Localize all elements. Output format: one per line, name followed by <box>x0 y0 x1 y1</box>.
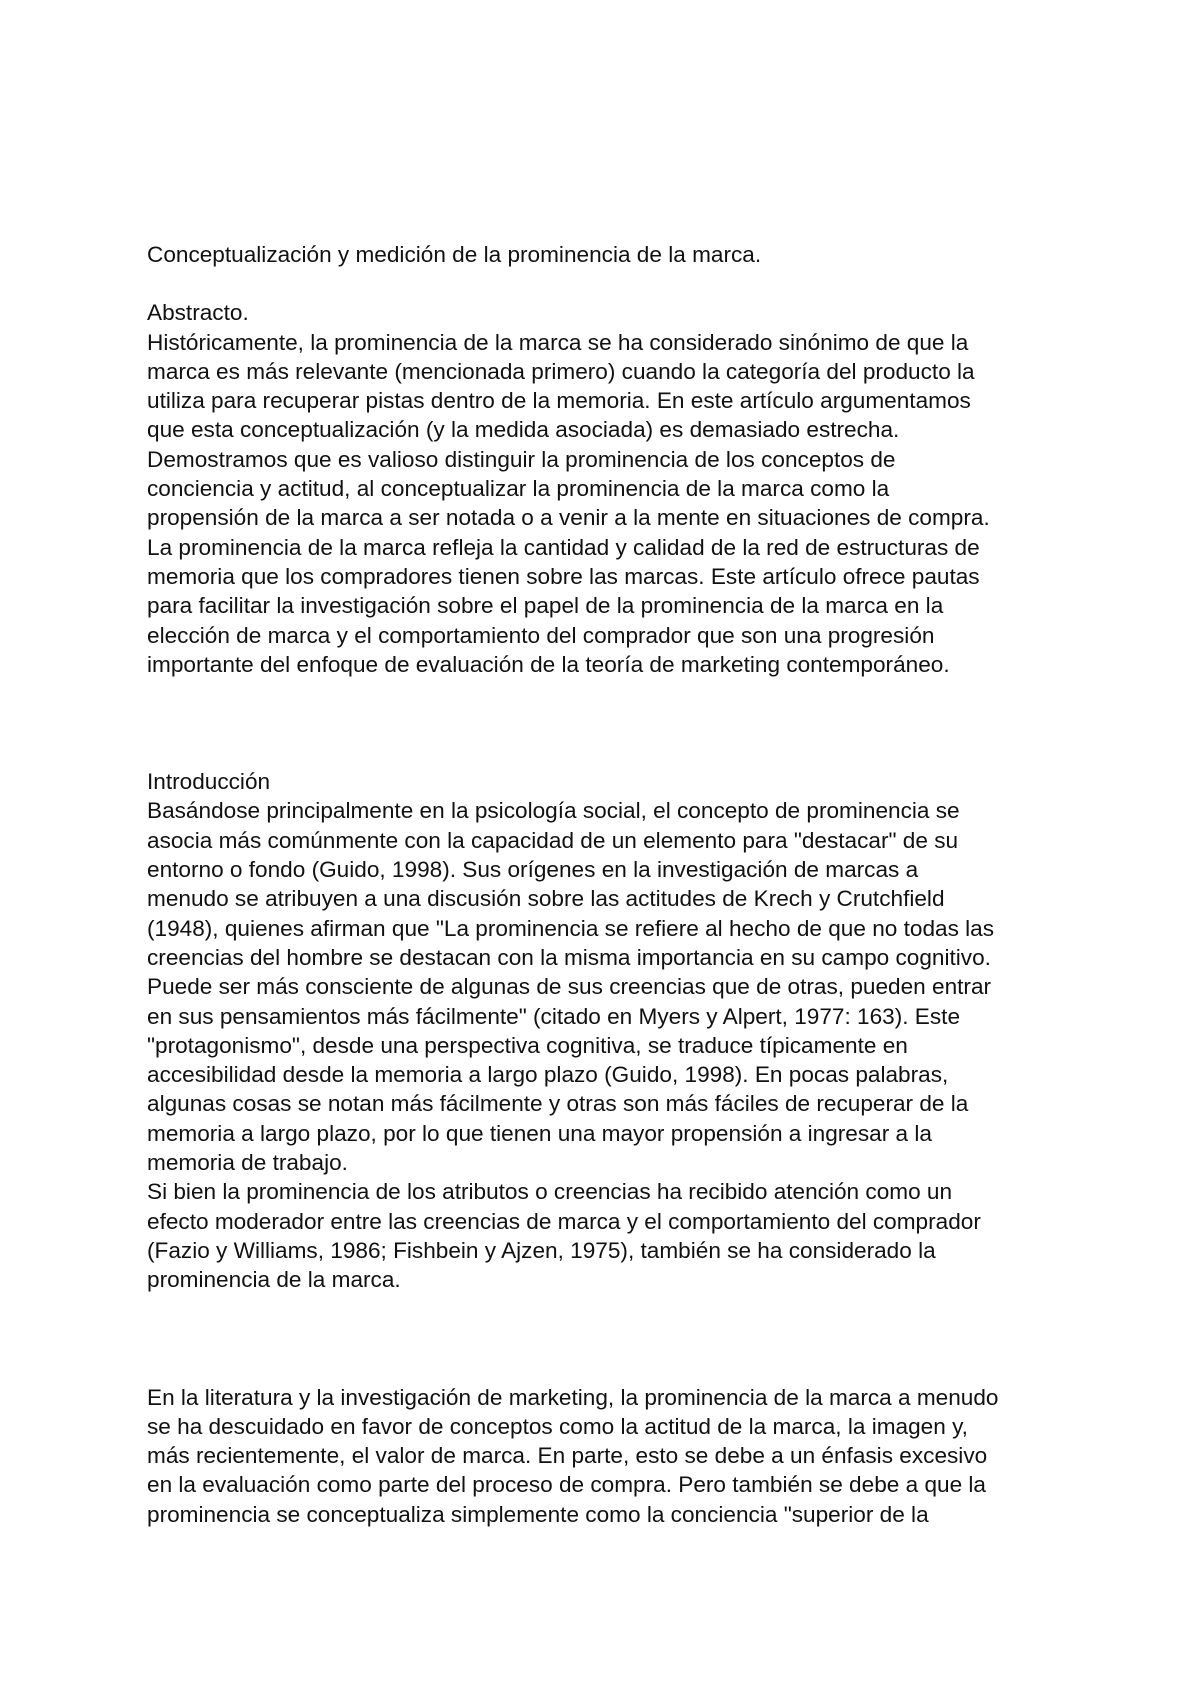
paragraph-line: "protagonismo", desde una perspectiva cognitiva, se traduce típicamente en <box>147 1032 908 1058</box>
abstract-line: La prominencia de la marca refleja la cantidad y calidad de la red de estructuras de <box>147 534 980 560</box>
paragraph-line: prominencia se conceptualiza simplemente como la conciencia "superior de la <box>147 1501 929 1527</box>
paragraph-line: (Fazio y Williams, 1986; Fishbein y Ajzen, 1975), también se ha considerado la <box>147 1237 936 1263</box>
introduction-heading: Introducción <box>147 769 271 795</box>
paragraph-line: menudo se atribuyen a una discusión sobre las actitudes de Krech y Crutchfield <box>147 886 945 912</box>
paragraph-line: asocia más comúnmente con la capacidad de un elemento para "destacar" de su <box>147 827 959 853</box>
abstract-line: Demostramos que es valioso distinguir la prominencia de los conceptos de <box>147 446 896 472</box>
paragraph-line: se ha descuidado en favor de conceptos como la actitud de la marca, la imagen y, <box>147 1413 968 1439</box>
abstract-line: que esta conceptualización (y la medida asociada) es demasiado estrecha. <box>147 417 900 443</box>
abstract-heading: Abstracto. <box>147 300 249 326</box>
paragraph-line: Si bien la prominencia de los atributos o creencias ha recibido atención como un <box>147 1179 953 1205</box>
paragraph-line: accesibilidad desde la memoria a largo plazo (Guido, 1998). En pocas palabras, <box>147 1062 949 1088</box>
abstract-line: Históricamente, la prominencia de la marca se ha considerado sinónimo de que la <box>147 329 969 355</box>
paragraph-line: memoria a largo plazo, por lo que tienen una mayor propensión a ingresar a la <box>147 1120 932 1146</box>
paragraph-line: (1948), quienes afirman que "La prominencia se refiere al hecho de que no todas las <box>147 915 995 941</box>
paragraph-line: creencias del hombre se destacan con la misma importancia en su campo cognitivo. <box>147 944 991 970</box>
paragraph-line: Basándose principalmente en la psicología social, el concepto de prominencia se <box>147 798 960 824</box>
abstract-paragraph <box>147 328 1077 680</box>
spacer <box>147 1295 1077 1383</box>
abstract-line: marca es más relevante (mencionada primero) cuando la categoría del producto la <box>147 358 975 384</box>
paragraph-line: En la literatura y la investigación de marketing, la prominencia de la marca a menudo <box>147 1384 999 1410</box>
abstract-line: utiliza para recuperar pistas dentro de la memoria. En este artículo argumentamos <box>147 388 971 414</box>
abstract-line: importante del enfoque de evaluación de la teoría de marketing contemporáneo. <box>147 651 950 677</box>
abstract-line: propensión de la marca a ser notada o a venir a la mente en situaciones de compra. <box>147 505 990 531</box>
paragraph-line: memoria de trabajo. <box>147 1150 348 1176</box>
abstract-line: memoria que los compradores tienen sobre las marcas. Este artículo ofrece pautas <box>147 563 980 589</box>
document-body <box>147 240 1077 1529</box>
spacer <box>147 269 1077 298</box>
paragraph-line: entorno o fondo (Guido, 1998). Sus orígenes en la investigación de marcas a <box>147 857 919 883</box>
introduction-paragraph-1 <box>147 796 1077 1177</box>
paragraph-line: Puede ser más consciente de algunas de sus creencias que de otras, pueden entrar <box>147 974 992 1000</box>
spacer <box>147 679 1077 767</box>
abstract-line: para facilitar la investigación sobre el papel de la prominencia de la marca en la <box>147 593 944 619</box>
paragraph-line: en sus pensamientos más fácilmente" (citado en Myers y Alpert, 1977: 163). Este <box>147 1003 961 1029</box>
abstract-line: conciencia y actitud, al conceptualizar la prominencia de la marca como la <box>147 476 890 502</box>
paragraph-line: prominencia de la marca. <box>147 1267 401 1293</box>
paragraph-line: efecto moderador entre las creencias de marca y el comportamiento del comprador <box>147 1208 981 1234</box>
introduction-paragraph-2 <box>147 1177 1077 1294</box>
paragraph-line: más recientemente, el valor de marca. En parte, esto se debe a un énfasis excesivo <box>147 1443 988 1469</box>
introduction-paragraph-3 <box>147 1383 1077 1529</box>
abstract-line: elección de marca y el comportamiento del comprador que son una progresión <box>147 622 935 648</box>
paragraph-line: algunas cosas se notan más fácilmente y otras son más fáciles de recuperar de la <box>147 1091 969 1117</box>
document-title: Conceptualización y medición de la prominencia de la marca. <box>147 242 762 267</box>
paragraph-line: en la evaluación como parte del proceso de compra. Pero también se debe a que la <box>147 1472 987 1498</box>
